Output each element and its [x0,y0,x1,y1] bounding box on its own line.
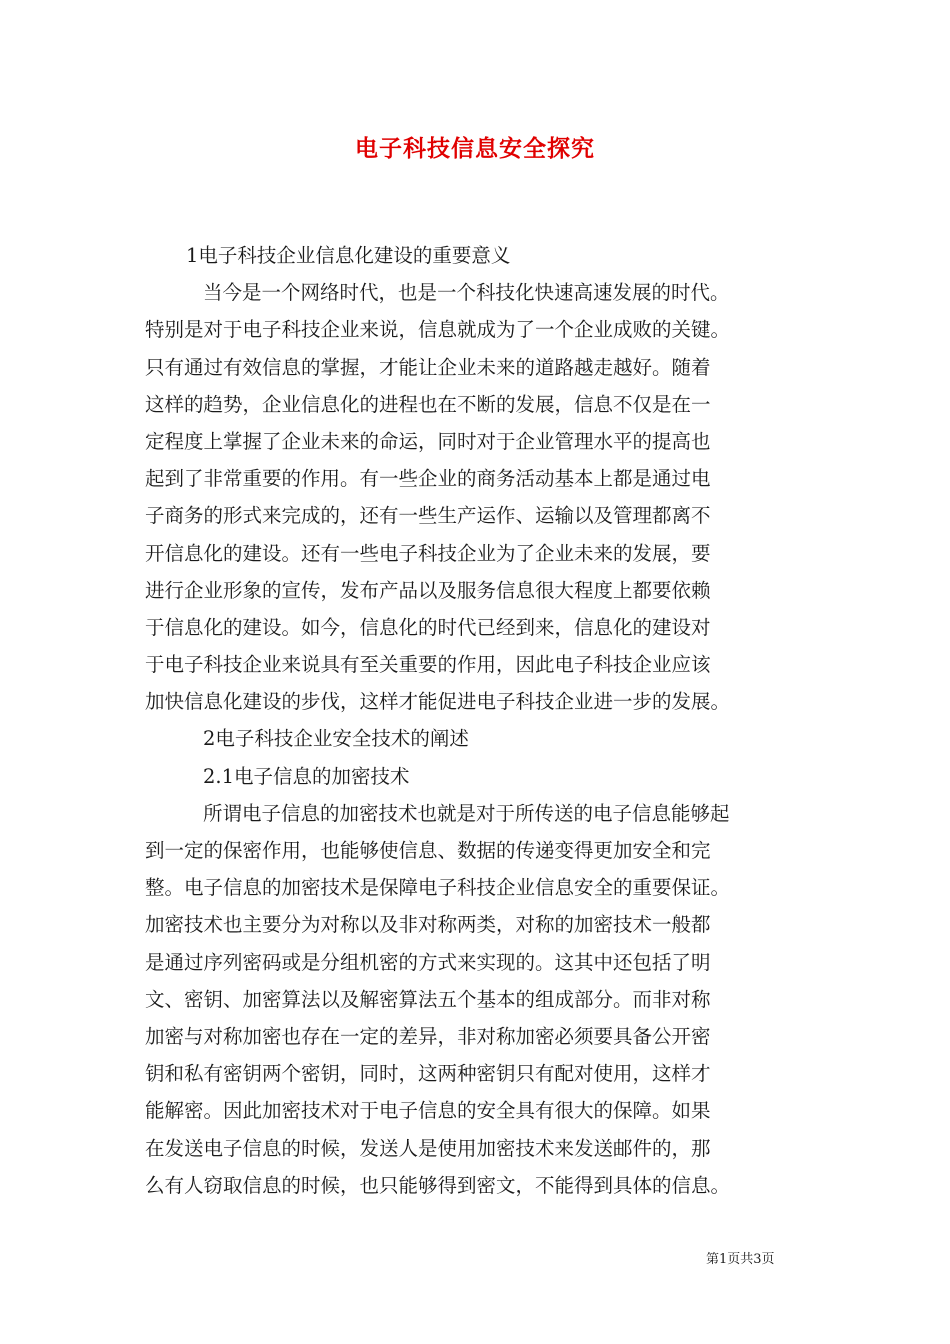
paragraph-line: 加快信息化建设的步伐，这样才能促进电子科技企业进一步的发展。 [145,690,731,714]
paragraph-line: 定程度上掌握了企业未来的命运，同时对于企业管理水平的提高也 [145,429,711,453]
paragraph-line: 在发送电子信息的时候，发送人是使用加密技术来发送邮件的，那 [145,1136,711,1160]
paragraph-line: 所谓电子信息的加密技术也就是对于所传送的电子信息能够起 [203,801,730,825]
paragraph-line: 加密技术也主要分为对称以及非对称两类，对称的加密技术一般都 [145,913,711,937]
paragraph-line: 能解密。因此加密技术对于电子信息的安全具有很大的保障。如果 [145,1099,711,1123]
paragraph-line: 起到了非常重要的作用。有一些企业的商务活动基本上都是通过电 [145,467,711,491]
paragraph-line: 只有通过有效信息的掌握，才能让企业未来的道路越走越好。随着 [145,355,711,379]
section-heading-2: 2电子科技企业安全技术的阐述 [203,727,469,751]
paragraph-line: 到一定的保密作用，也能够使信息、数据的传递变得更加安全和完 [145,839,711,862]
paragraph-line: 是通过序列密码或是分组机密的方式来实现的。这其中还包括了明 [145,950,711,974]
paragraph-line: 么有人窃取信息的时候，也只能够得到密文，不能得到具体的信息。 [145,1173,731,1197]
paragraph-line: 钥和私有密钥两个密钥，同时，这两种密钥只有配对使用，这样才 [145,1062,711,1086]
paragraph-line: 进行企业形象的宣传，发布产品以及服务信息很大程度上都要依赖 [145,578,711,602]
paragraph-line: 于电子科技企业来说具有至关重要的作用，因此电子科技企业应该 [145,653,711,677]
paragraph-line: 整。电子信息的加密技术是保障电子科技企业信息安全的重要保证。 [145,876,731,900]
document-body [145,237,810,1204]
paragraph-line: 这样的趋势，企业信息化的进程也在不断的发展，信息不仅是在一 [145,392,711,416]
section-heading-1: 1电子科技企业信息化建设的重要意义 [186,244,511,267]
paragraph-line: 当今是一个网络时代，也是一个科技化快速高速发展的时代。 [203,281,730,305]
paragraph-line: 于信息化的建设。如今，信息化的时代已经到来，信息化的建设对 [145,615,711,639]
paragraph-line: 开信息化的建设。还有一些电子科技企业为了企业未来的发展，要 [145,541,711,565]
paragraph-line: 子商务的形式来完成的，还有一些生产运作、运输以及管理都离不 [145,504,711,528]
subsection-heading-2-1: 2.1电子信息的加密技术 [203,764,410,788]
paragraph-line: 文、密钥、加密算法以及解密算法五个基本的组成部分。而非对称 [145,987,711,1011]
document-title: 电子科技信息安全探究 [355,135,595,162]
page-number: 第1页共3页 [706,1252,775,1267]
paragraph-line: 加密与对称加密也存在一定的差异，非对称加密必须要具备公开密 [145,1024,711,1048]
paragraph-line: 特别是对于电子科技企业来说，信息就成为了一个企业成败的关键。 [145,318,731,342]
